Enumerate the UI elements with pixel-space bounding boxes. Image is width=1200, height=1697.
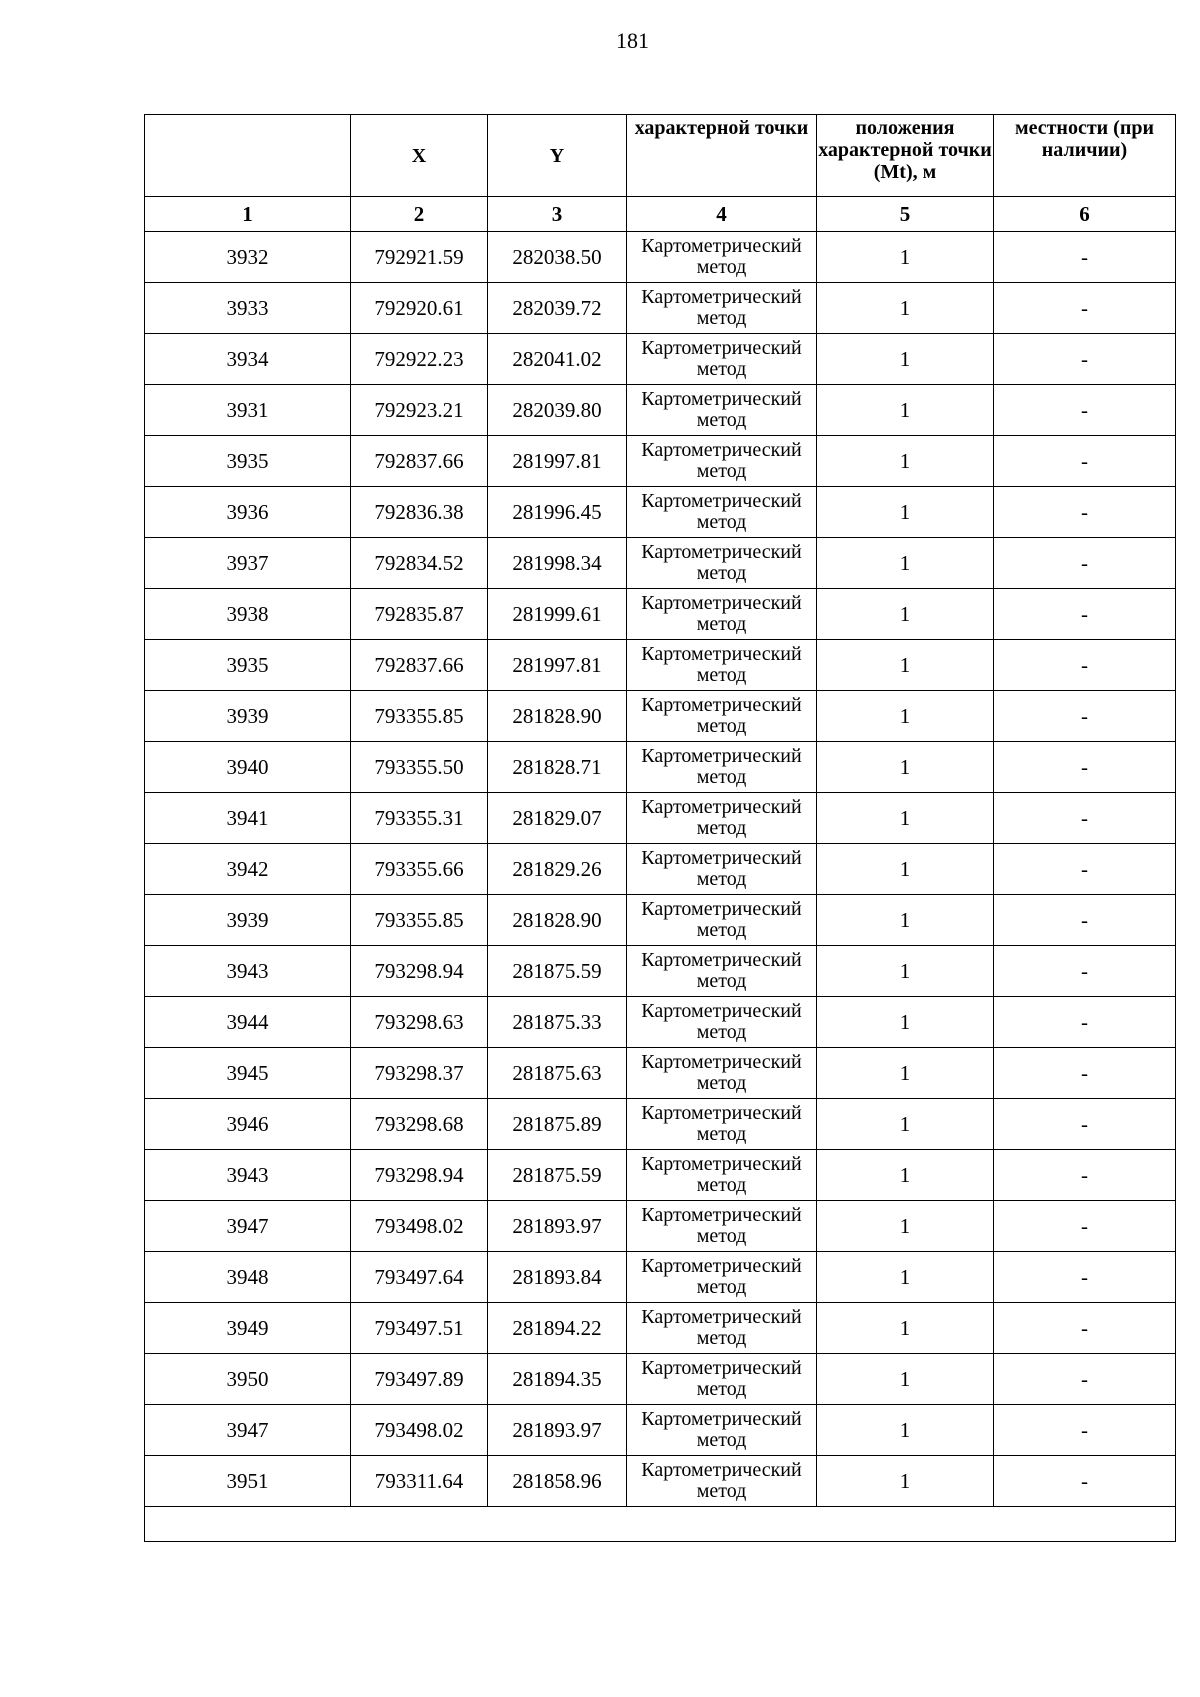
table-row [145,1405,1176,1456]
empty-row [145,1507,1176,1542]
description-cell: - [994,589,1176,640]
x-coordinate-cell: 793497.64 [351,1252,488,1303]
description-cell: - [994,1099,1176,1150]
method-cell: Картометрический метод [627,589,817,640]
table-row [145,1354,1176,1405]
description-cell: - [994,997,1176,1048]
y-coordinate-cell: 281998.34 [488,538,627,589]
method-cell: Картометрический метод [627,844,817,895]
accuracy-cell: 1 [817,1303,994,1354]
x-coordinate-cell: 792837.66 [351,640,488,691]
description-cell: - [994,691,1176,742]
accuracy-cell: 1 [817,385,994,436]
table-row [145,334,1176,385]
description-cell: - [994,334,1176,385]
point-number-cell: 3947 [145,1405,351,1456]
x-coordinate-cell: 792922.23 [351,334,488,385]
method-cell: Картометрический метод [627,895,817,946]
x-coordinate-cell: 793298.63 [351,997,488,1048]
column-number: 4 [627,197,817,232]
y-coordinate-cell: 282039.72 [488,283,627,334]
column-number: 3 [488,197,627,232]
y-coordinate-cell: 281828.90 [488,895,627,946]
x-coordinate-cell: 792834.52 [351,538,488,589]
description-cell: - [994,742,1176,793]
x-coordinate-cell: 793311.64 [351,1456,488,1507]
description-cell: - [994,1201,1176,1252]
accuracy-cell: 1 [817,1252,994,1303]
y-coordinate-cell: 282041.02 [488,334,627,385]
point-number-cell: 3934 [145,334,351,385]
x-coordinate-cell: 793498.02 [351,1405,488,1456]
coordinates-table [144,114,1176,1542]
point-number-cell: 3932 [145,232,351,283]
column-number-row [145,197,1176,232]
y-coordinate-cell: 281893.84 [488,1252,627,1303]
description-cell: - [994,844,1176,895]
point-number-cell: 3943 [145,1150,351,1201]
x-coordinate-cell: 793298.37 [351,1048,488,1099]
table-row [145,640,1176,691]
method-cell: Картометрический метод [627,691,817,742]
method-cell: Картометрический метод [627,1354,817,1405]
accuracy-cell: 1 [817,997,994,1048]
table-row [145,232,1176,283]
y-coordinate-cell: 281893.97 [488,1405,627,1456]
table-row [145,691,1176,742]
table-row [145,538,1176,589]
method-cell: Картометрический метод [627,487,817,538]
point-number-cell: 3946 [145,1099,351,1150]
x-coordinate-cell: 793355.66 [351,844,488,895]
point-number-cell: 3942 [145,844,351,895]
table-row [145,844,1176,895]
point-number-cell: 3951 [145,1456,351,1507]
column-number: 1 [145,197,351,232]
x-coordinate-cell: 793497.89 [351,1354,488,1405]
method-cell: Картометрический метод [627,1099,817,1150]
method-cell: Картометрический метод [627,283,817,334]
description-cell: - [994,1405,1176,1456]
x-coordinate-cell: 792921.59 [351,232,488,283]
x-coordinate-cell: 793355.85 [351,691,488,742]
method-cell: Картометрический метод [627,538,817,589]
method-cell: Картометрический метод [627,742,817,793]
point-number-cell: 3931 [145,385,351,436]
point-number-cell: 3933 [145,283,351,334]
accuracy-cell: 1 [817,232,994,283]
method-cell: Картометрический метод [627,1405,817,1456]
y-coordinate-cell: 282039.80 [488,385,627,436]
description-cell: - [994,1150,1176,1201]
y-coordinate-cell: 281997.81 [488,436,627,487]
x-coordinate-cell: 793355.85 [351,895,488,946]
y-coordinate-cell: 281875.63 [488,1048,627,1099]
page-number: 181 [616,28,649,53]
description-cell: - [994,538,1176,589]
point-number-cell: 3939 [145,895,351,946]
y-coordinate-cell: 282038.50 [488,232,627,283]
header-description: местности (при наличии) [994,115,1176,197]
y-coordinate-cell: 281875.33 [488,997,627,1048]
table-row [145,742,1176,793]
x-coordinate-cell: 792923.21 [351,385,488,436]
description-cell: - [994,1252,1176,1303]
table-header-row [145,115,1176,197]
accuracy-cell: 1 [817,895,994,946]
accuracy-cell: 1 [817,946,994,997]
y-coordinate-cell: 281996.45 [488,487,627,538]
table-row [145,283,1176,334]
table-row [145,487,1176,538]
method-cell: Картометрический метод [627,1303,817,1354]
point-number-cell: 3944 [145,997,351,1048]
header-point-number [145,115,351,197]
y-coordinate-cell: 281875.59 [488,1150,627,1201]
point-number-cell: 3943 [145,946,351,997]
header-x: X [351,115,488,197]
description-cell: - [994,946,1176,997]
description-cell: - [994,640,1176,691]
accuracy-cell: 1 [817,1099,994,1150]
table-body [145,232,1176,1542]
description-cell: - [994,1354,1176,1405]
method-cell: Картометрический метод [627,640,817,691]
y-coordinate-cell: 281828.90 [488,691,627,742]
empty-cell [145,1507,1176,1542]
x-coordinate-cell: 793498.02 [351,1201,488,1252]
accuracy-cell: 1 [817,1405,994,1456]
accuracy-cell: 1 [817,742,994,793]
description-cell: - [994,793,1176,844]
header-accuracy: положения характерной точки (Mt), м [817,115,994,197]
x-coordinate-cell: 793355.50 [351,742,488,793]
header-y: Y [488,115,627,197]
header-method: характерной точки [627,115,817,197]
description-cell: - [994,232,1176,283]
y-coordinate-cell: 281894.35 [488,1354,627,1405]
x-coordinate-cell: 793298.94 [351,1150,488,1201]
method-cell: Картометрический метод [627,436,817,487]
table-row [145,1456,1176,1507]
point-number-cell: 3941 [145,793,351,844]
point-number-cell: 3939 [145,691,351,742]
column-number: 2 [351,197,488,232]
x-coordinate-cell: 793497.51 [351,1303,488,1354]
method-cell: Картометрический метод [627,385,817,436]
table-row [145,589,1176,640]
method-cell: Картометрический метод [627,334,817,385]
point-number-cell: 3950 [145,1354,351,1405]
method-cell: Картометрический метод [627,1456,817,1507]
accuracy-cell: 1 [817,691,994,742]
point-number-cell: 3948 [145,1252,351,1303]
x-coordinate-cell: 792837.66 [351,436,488,487]
y-coordinate-cell: 281828.71 [488,742,627,793]
accuracy-cell: 1 [817,793,994,844]
description-cell: - [994,1048,1176,1099]
y-coordinate-cell: 281829.07 [488,793,627,844]
method-cell: Картометрический метод [627,1252,817,1303]
y-coordinate-cell: 281893.97 [488,1201,627,1252]
method-cell: Картометрический метод [627,232,817,283]
accuracy-cell: 1 [817,538,994,589]
method-cell: Картометрический метод [627,997,817,1048]
y-coordinate-cell: 281894.22 [488,1303,627,1354]
accuracy-cell: 1 [817,334,994,385]
accuracy-cell: 1 [817,1201,994,1252]
point-number-cell: 3945 [145,1048,351,1099]
description-cell: - [994,1456,1176,1507]
table-row [145,946,1176,997]
point-number-cell: 3938 [145,589,351,640]
accuracy-cell: 1 [817,640,994,691]
point-number-cell: 3935 [145,436,351,487]
y-coordinate-cell: 281997.81 [488,640,627,691]
x-coordinate-cell: 792920.61 [351,283,488,334]
description-cell: - [994,895,1176,946]
table-row [145,1252,1176,1303]
table-row [145,1303,1176,1354]
method-cell: Картометрический метод [627,1150,817,1201]
column-number: 6 [994,197,1176,232]
table-row [145,793,1176,844]
table-row [145,1201,1176,1252]
table-row [145,436,1176,487]
accuracy-cell: 1 [817,1048,994,1099]
description-cell: - [994,1303,1176,1354]
accuracy-cell: 1 [817,1150,994,1201]
accuracy-cell: 1 [817,487,994,538]
x-coordinate-cell: 793298.94 [351,946,488,997]
description-cell: - [994,283,1176,334]
table-row [145,1048,1176,1099]
table-row [145,1150,1176,1201]
method-cell: Картометрический метод [627,946,817,997]
y-coordinate-cell: 281875.59 [488,946,627,997]
y-coordinate-cell: 281875.89 [488,1099,627,1150]
x-coordinate-cell: 792835.87 [351,589,488,640]
x-coordinate-cell: 792836.38 [351,487,488,538]
table-row [145,385,1176,436]
table-row [145,895,1176,946]
description-cell: - [994,385,1176,436]
table-row [145,997,1176,1048]
y-coordinate-cell: 281858.96 [488,1456,627,1507]
table-row [145,1099,1176,1150]
point-number-cell: 3936 [145,487,351,538]
method-cell: Картометрический метод [627,1048,817,1099]
x-coordinate-cell: 793355.31 [351,793,488,844]
accuracy-cell: 1 [817,283,994,334]
method-cell: Картометрический метод [627,793,817,844]
description-cell: - [994,487,1176,538]
point-number-cell: 3949 [145,1303,351,1354]
accuracy-cell: 1 [817,1456,994,1507]
point-number-cell: 3947 [145,1201,351,1252]
y-coordinate-cell: 281829.26 [488,844,627,895]
column-number: 5 [817,197,994,232]
accuracy-cell: 1 [817,436,994,487]
x-coordinate-cell: 793298.68 [351,1099,488,1150]
point-number-cell: 3940 [145,742,351,793]
accuracy-cell: 1 [817,589,994,640]
method-cell: Картометрический метод [627,1201,817,1252]
point-number-cell: 3935 [145,640,351,691]
point-number-cell: 3937 [145,538,351,589]
y-coordinate-cell: 281999.61 [488,589,627,640]
accuracy-cell: 1 [817,844,994,895]
accuracy-cell: 1 [817,1354,994,1405]
description-cell: - [994,436,1176,487]
